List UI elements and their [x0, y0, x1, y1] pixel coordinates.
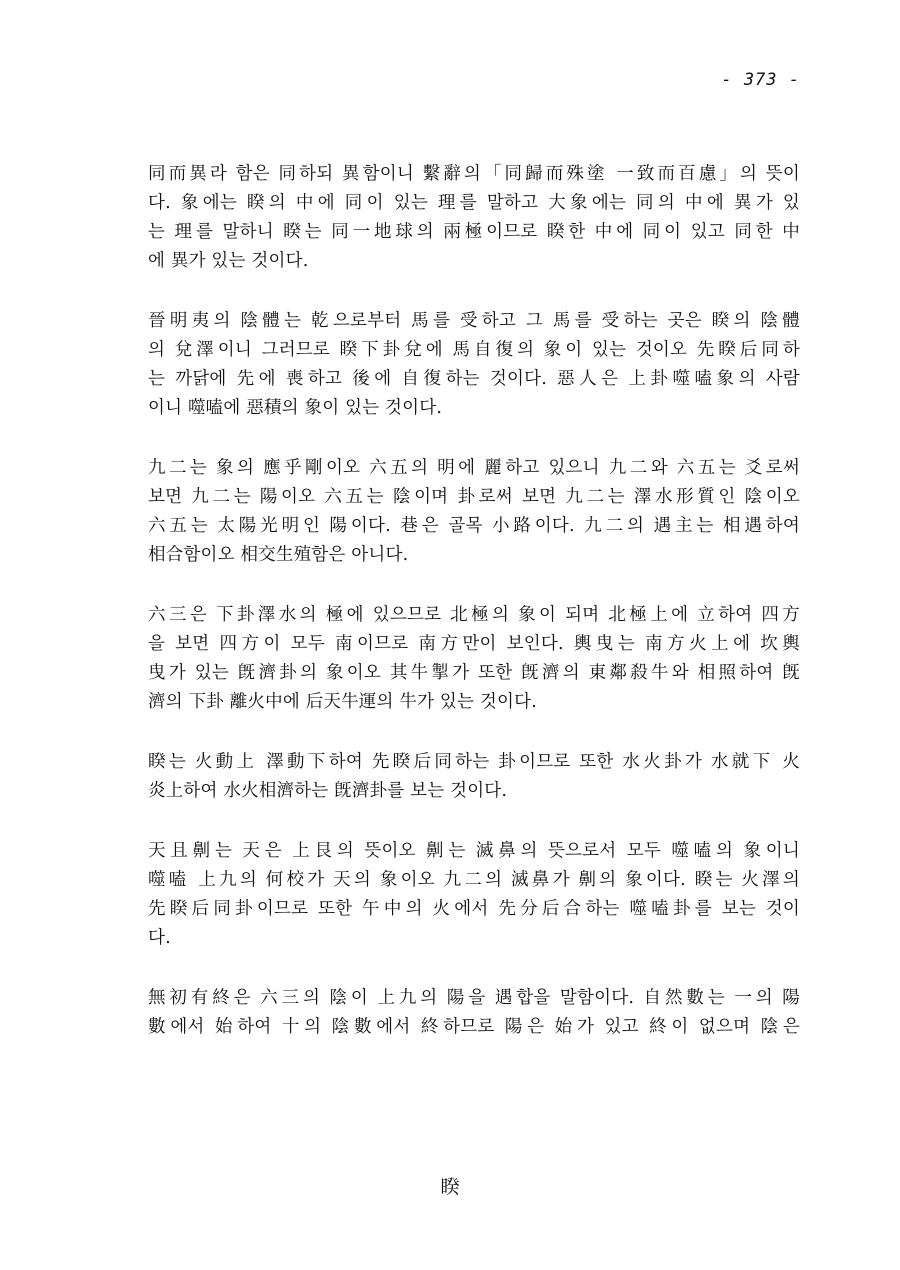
- text-line: 天且劓는 天은 上艮의 뜻이오 劓는 滅鼻의 뜻으로서 모두 噬嗑의 象이니: [148, 841, 800, 861]
- text-line: 晉明夷의 陰體는 乾으로부터 馬를 受하고 그 馬를 受하는 곳은 睽의 陰體: [148, 311, 800, 331]
- paragraph: [148, 837, 800, 953]
- text-line: 는 理를 말하니 睽는 同一地球의 兩極이므로 睽한 中에 同이 있고 同한 中: [148, 222, 800, 242]
- text-line: 보면 九二는 陽이오 六五는 陰이며 卦로써 보면 九二는 澤水形質인 陰이오: [148, 487, 800, 507]
- text-line: 는 까닭에 先에 喪하고 後에 自復하는 것이다. 惡人은 上卦噬嗑象의 사람: [148, 369, 800, 389]
- text-line: 曳가 있는 旣濟卦의 象이오 其牛掣가 또한 旣濟의 東鄰殺牛와 相照하여 旣: [148, 663, 800, 683]
- paragraph: [148, 307, 800, 423]
- text-line: 濟의 下卦 離火中에 后天牛運의 牛가 있는 것이다.: [148, 692, 537, 712]
- text-line: 六五는 太陽光明인 陽이다. 巷은 골목 小路이다. 九二의 遇主는 相遇하여: [148, 516, 800, 536]
- text-line: 無初有終은 六三의 陰이 上九의 陽을 遇합을 말함이다. 自然數는 一의 陽: [148, 988, 800, 1008]
- paragraph: [148, 160, 800, 276]
- text-line: 이니 噬嗑에 惡積의 象이 있는 것이다.: [148, 398, 443, 418]
- section-label: 睽: [440, 1176, 460, 1198]
- paragraph: [148, 601, 800, 717]
- text-line: 相合함이오 相交生殖함은 아니다.: [148, 545, 409, 565]
- text-line: 다.: [148, 928, 171, 948]
- text-line: 의 兌澤이니 그러므로 睽下卦兌에 馬自復의 象이 있는 것이오 先睽后同하: [148, 340, 800, 360]
- page-number: - 373 -: [721, 70, 800, 90]
- text-line: 數에서 始하여 十의 陰數에서 終하므로 陽은 始가 있고 終이 없으며 陰은: [148, 1017, 800, 1037]
- text-line: 炎上하여 水火相濟하는 旣濟卦를 보는 것이다.: [148, 781, 508, 801]
- paragraph: [148, 748, 800, 806]
- paragraph: [148, 454, 800, 570]
- text-line: 六三은 下卦澤水의 極에 있으므로 北極의 象이 되며 北極上에 立하여 四方: [148, 605, 800, 625]
- text-line: 에 異가 있는 것이다.: [148, 251, 309, 271]
- document-body: [148, 160, 800, 1073]
- text-line: 睽는 火動上 澤動下하여 先睽后同하는 卦이므로 또한 水火卦가 水就下 火: [148, 752, 800, 772]
- paragraph: [148, 984, 800, 1042]
- text-line: 을 보면 四方이 모두 南이므로 南方만이 보인다. 輿曳는 南方火上에 坎輿: [148, 634, 800, 654]
- text-line: 噬嗑 上九의 何校가 天의 象이오 九二의 滅鼻가 劓의 象이다. 睽는 火澤의: [148, 870, 800, 890]
- text-line: 다. 象에는 睽의 中에 同이 있는 理를 말하고 大象에는 同의 中에 異가 있: [148, 193, 800, 213]
- text-line: 先睽后同卦이므로 또한 午中의 火에서 先分后合하는 噬嗑卦를 보는 것이: [148, 899, 800, 919]
- text-line: 同而異라 함은 同하되 異함이니 繫辭의「同歸而殊塗 一致而百慮」의 뜻이: [148, 164, 800, 184]
- text-line: 九二는 象의 應乎剛이오 六五의 明에 麗하고 있으니 九二와 六五는 爻로써: [148, 458, 800, 478]
